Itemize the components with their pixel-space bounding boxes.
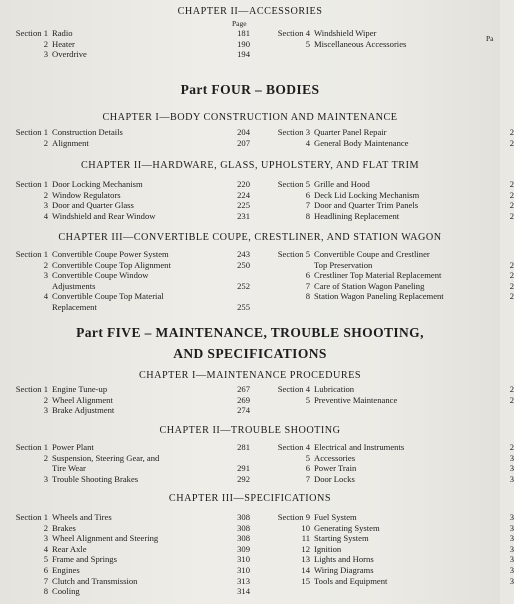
section-number: 2 — [43, 259, 48, 270]
entry-title: Construction Details — [52, 127, 123, 137]
entry-title: Tools and Equipment — [314, 575, 388, 586]
section-number: 4 — [43, 543, 48, 554]
entry-title: Frame and Springs — [52, 554, 117, 565]
entry-title: Convertible Coupe Window — [52, 270, 149, 281]
chapter-heading: CHAPTER I—BODY CONSTRUCTION AND MAINTENANCE — [102, 112, 398, 123]
entry-title: Radio — [52, 28, 73, 38]
page-number: 292 — [237, 473, 250, 484]
section-number: Section 1 — [15, 179, 48, 189]
section-number: 2 — [43, 38, 48, 49]
page-number: 3 — [509, 463, 514, 474]
page-number: 243 — [237, 249, 250, 259]
entry-title: Station Wagon Paneling Replacement — [314, 291, 444, 302]
page-number: 314 — [237, 586, 250, 597]
section-number: 3 — [43, 533, 48, 544]
entry-title: Wheel Alignment — [52, 394, 113, 405]
chapter-heading: CHAPTER II—TROUBLE SHOOTING — [159, 425, 341, 436]
toc-entry — [262, 512, 514, 523]
entry-title: Door Locking Mechanism — [52, 179, 143, 189]
toc-entry — [262, 270, 514, 281]
toc-entry — [262, 291, 514, 302]
toc-entry — [262, 249, 500, 260]
toc-entry — [0, 576, 255, 587]
toc-entry — [262, 564, 514, 576]
section-number: 6 — [305, 463, 310, 474]
toc-entry — [0, 291, 255, 302]
section-number: Section 1 — [15, 249, 48, 259]
toc-entry — [0, 138, 255, 149]
entry-title: Accessories — [314, 452, 356, 463]
entry-title: Generating System — [314, 522, 380, 533]
page-number: 252 — [237, 280, 250, 291]
entry-title: Headlining Replacement — [314, 210, 400, 221]
page-number: 2 — [509, 127, 514, 137]
page-number: 190 — [237, 38, 250, 49]
entry-title: General Body Maintenance — [314, 137, 409, 148]
entry-title: Door Locks — [314, 473, 355, 484]
entry-title: Top Preservation — [314, 259, 373, 270]
entry-title: Door and Quarter Glass — [52, 200, 134, 211]
entry-title: Quarter Panel Repair — [314, 127, 387, 137]
entry-title: Replacement — [52, 301, 97, 312]
page-number: 2 — [509, 200, 514, 211]
entry-title: Brakes — [52, 522, 76, 533]
toc-entry — [262, 463, 514, 474]
page-number: 3 — [509, 512, 514, 522]
page-number: 2 — [509, 259, 514, 270]
toc-entry — [0, 302, 255, 313]
page-number: 224 — [237, 189, 250, 200]
section-number: 4 — [305, 137, 310, 148]
toc-entry — [0, 512, 255, 523]
section-number: 3 — [43, 405, 48, 416]
section-number: Section 1 — [15, 442, 48, 452]
page-number: 274 — [237, 405, 250, 416]
toc-entry — [262, 473, 514, 485]
toc-entry — [262, 189, 514, 201]
toc-entry — [0, 544, 255, 555]
entry-title: Power Plant — [52, 442, 94, 452]
entry-title: Windshield Wiper — [314, 28, 377, 38]
page-number: 3 — [509, 554, 514, 565]
toc-entry — [0, 474, 255, 485]
page-number: 291 — [237, 463, 250, 474]
toc-entry — [0, 179, 255, 190]
chapter-heading: CHAPTER II—HARDWARE, GLASS, UPHOLSTERY, AND FLAT TRIM — [80, 160, 420, 171]
page-column-label-partial: Pa — [486, 34, 494, 43]
entry-title: Convertible Coupe Top Alignment — [52, 259, 171, 270]
toc-entry — [262, 575, 514, 587]
left-column — [0, 249, 255, 313]
page-number: 250 — [237, 259, 250, 270]
page-column-label: Page — [232, 19, 247, 28]
chapter-heading: CHAPTER III—CONVERTIBLE COUPE, CRESTLINER, AND STATION WAGON — [58, 232, 442, 243]
entry-title: Suspension, Steering Gear, and — [52, 452, 160, 463]
entry-title: Brake Adjustment — [52, 405, 115, 416]
entry-title: Convertible Coupe Power System — [52, 249, 169, 259]
toc-entry — [262, 522, 514, 534]
toc-entry — [262, 39, 500, 50]
page-number: 3 — [509, 473, 514, 484]
chapter-heading: CHAPTER II—ACCESSORIES — [177, 6, 323, 17]
toc-entry — [0, 554, 255, 565]
section-number: 10 — [301, 522, 310, 533]
page-number: 3 — [509, 452, 514, 463]
entry-title: Starting System — [314, 533, 369, 544]
section-number: Section 5 — [277, 179, 310, 189]
section-number: Section 1 — [15, 384, 48, 394]
page-number: 2 — [509, 280, 514, 291]
toc-entry — [262, 554, 514, 565]
left-column — [0, 512, 255, 597]
page-number: 2 — [509, 384, 514, 394]
section-number: 4 — [43, 210, 48, 221]
entry-title: Adjustments — [52, 280, 96, 291]
toc-entry — [262, 259, 514, 271]
toc-entry — [262, 533, 514, 544]
section-number: 15 — [301, 575, 310, 586]
section-number: 6 — [305, 270, 310, 281]
entry-title: Engines — [52, 564, 80, 575]
toc-entry — [262, 442, 514, 453]
entry-title: Ignition — [314, 543, 342, 554]
right-column — [262, 127, 514, 148]
left-column — [0, 28, 255, 60]
page-number: 2 — [509, 179, 514, 189]
section-number: 7 — [305, 473, 310, 484]
entry-title: Wheel Alignment and Steering — [52, 533, 159, 544]
toc-entry — [0, 28, 255, 39]
entry-title: Door and Quarter Trim Panels — [314, 200, 419, 211]
right-column — [262, 28, 500, 49]
toc-entry — [0, 463, 255, 474]
right-column — [262, 442, 514, 484]
entry-title: Tire Wear — [52, 463, 86, 474]
entry-title: Trouble Shooting Brakes — [52, 473, 139, 484]
entry-title: Power Train — [314, 463, 357, 474]
toc-entry — [262, 280, 514, 292]
section-number: 2 — [43, 189, 48, 200]
toc-entry — [0, 442, 255, 453]
entry-title: Fuel System — [314, 512, 357, 522]
page-number: 225 — [237, 200, 250, 211]
section-number: 4 — [43, 291, 48, 302]
entry-title: Heater — [52, 38, 75, 49]
toc-entry — [262, 28, 500, 39]
toc-entry — [262, 210, 514, 222]
page-number: 310 — [237, 564, 250, 575]
section-number: Section 4 — [277, 28, 310, 38]
page-number: 313 — [237, 575, 250, 586]
toc-entry — [0, 39, 255, 50]
toc-entry — [262, 127, 514, 138]
page-number: 2 — [509, 137, 514, 148]
entry-title: Miscellaneous Accessories — [314, 38, 407, 49]
section-number: 13 — [301, 554, 310, 565]
section-number: 3 — [43, 473, 48, 484]
entry-title: Overdrive — [52, 49, 87, 60]
toc-entry — [262, 179, 514, 190]
page-number: 207 — [237, 137, 250, 148]
section-number: Section 4 — [277, 442, 310, 452]
toc-entry — [0, 200, 255, 211]
page-number: 231 — [237, 210, 250, 221]
toc-entry — [0, 395, 255, 406]
toc-entry — [262, 543, 514, 555]
section-number: 2 — [43, 522, 48, 533]
section-number: 12 — [301, 543, 310, 554]
section-number: 8 — [305, 210, 310, 221]
section-number: 2 — [43, 394, 48, 405]
left-column — [0, 384, 255, 416]
section-number: 7 — [305, 200, 310, 211]
toc-entry — [0, 190, 255, 201]
section-number: 5 — [305, 38, 310, 49]
toc-entry — [0, 533, 255, 544]
section-number: 2 — [43, 137, 48, 148]
entry-title: Preventive Maintenance — [314, 394, 398, 405]
page-number: 281 — [237, 442, 250, 452]
page-number: 194 — [237, 49, 250, 60]
entry-title: Rear Axle — [52, 543, 87, 554]
section-number: Section 5 — [277, 249, 310, 259]
entry-title: Care of Station Wagon Paneling — [314, 280, 425, 291]
page-number: 2 — [509, 394, 514, 405]
toc-entry — [0, 270, 255, 281]
toc-entry — [262, 394, 514, 406]
section-number: 5 — [305, 394, 310, 405]
left-column — [0, 442, 255, 484]
section-number: 6 — [43, 564, 48, 575]
right-column — [262, 512, 514, 586]
section-number: 2 — [43, 452, 48, 463]
chapter-heading: CHAPTER III—SPECIFICATIONS — [168, 493, 332, 504]
page-number: 3 — [509, 543, 514, 554]
part-title-continued: AND SPECIFICATIONS — [173, 346, 327, 361]
page-number: 220 — [237, 179, 250, 189]
section-number: 5 — [305, 452, 310, 463]
toc-entry — [0, 127, 255, 138]
toc-entry — [0, 260, 255, 271]
toc-entry — [0, 586, 255, 597]
page-number: 308 — [237, 512, 250, 522]
page-number: 3 — [509, 533, 514, 544]
section-number: Section 4 — [277, 384, 310, 394]
toc-entry — [0, 565, 255, 576]
entry-title: Window Regulators — [52, 189, 121, 200]
section-number: 8 — [305, 291, 310, 302]
right-column — [262, 179, 514, 221]
entry-title: Grille and Hood — [314, 179, 370, 189]
page-number: 2 — [509, 210, 514, 221]
page-number: 2 — [509, 442, 514, 452]
entry-title: Lubrication — [314, 384, 355, 394]
section-number: 3 — [43, 200, 48, 211]
toc-entry — [0, 249, 255, 260]
entry-title: Alignment — [52, 137, 89, 148]
page-number: 3 — [509, 564, 514, 575]
page-number: 310 — [237, 554, 250, 565]
page-number: 181 — [237, 28, 250, 38]
section-number: Section 3 — [277, 127, 310, 137]
section-number: 7 — [305, 280, 310, 291]
page-number: 308 — [237, 522, 250, 533]
section-number: Section 1 — [15, 512, 48, 522]
section-number: 3 — [43, 270, 48, 281]
toc-entry — [262, 384, 514, 395]
toc-entry — [0, 281, 255, 292]
toc-entry — [0, 211, 255, 222]
right-column — [262, 249, 514, 302]
toc-entry — [0, 523, 255, 534]
entry-title: Convertible Coupe Top Material — [52, 291, 164, 302]
section-number: 3 — [43, 49, 48, 60]
section-number: Section 1 — [15, 28, 48, 38]
entry-title: Cooling — [52, 586, 80, 597]
entry-title: Lights and Horns — [314, 554, 374, 565]
section-number: 6 — [305, 189, 310, 200]
part-title: Part FOUR – BODIES — [180, 82, 320, 97]
page-number: 3 — [509, 522, 514, 533]
page-number: 308 — [237, 533, 250, 544]
entry-title: Electrical and Instruments — [314, 442, 405, 452]
entry-title: Wiring Diagrams — [314, 564, 374, 575]
section-number: 14 — [301, 564, 310, 575]
chapter-heading: CHAPTER I—MAINTENANCE PROCEDURES — [138, 370, 362, 381]
left-column — [0, 127, 255, 148]
section-number: Section 9 — [277, 512, 310, 522]
page-number: 309 — [237, 543, 250, 554]
toc-entry — [0, 49, 255, 60]
toc-entry — [0, 384, 255, 395]
toc-entry — [0, 453, 255, 464]
page-number: 269 — [237, 394, 250, 405]
entry-title: Engine Tune-up — [52, 384, 108, 394]
page-number: 267 — [237, 384, 250, 394]
toc-entry — [262, 200, 514, 211]
entry-title: Clutch and Transmission — [52, 575, 138, 586]
page-number: 255 — [237, 301, 250, 312]
toc-entry — [0, 405, 255, 416]
page-number: 204 — [237, 127, 250, 137]
part-title: Part FIVE – MAINTENANCE, TROUBLE SHOOTING, — [76, 325, 424, 340]
entry-title: Deck Lid Locking Mechanism — [314, 189, 420, 200]
section-number: Section 1 — [15, 127, 48, 137]
page-number: 2 — [509, 270, 514, 281]
section-number: 5 — [43, 554, 48, 565]
entry-title: Windshield and Rear Window — [52, 210, 156, 221]
entry-title: Wheels and Tires — [52, 512, 112, 522]
left-column — [0, 179, 255, 221]
section-number: 8 — [43, 586, 48, 597]
page-number: 3 — [509, 575, 514, 586]
toc-entry — [262, 452, 514, 464]
entry-title: Convertible Coupe and Crestliner — [314, 249, 430, 259]
section-number: 11 — [301, 533, 310, 544]
page-number: 2 — [509, 189, 514, 200]
toc-entry — [262, 137, 514, 149]
section-number: 7 — [43, 575, 48, 586]
page-number: 2 — [509, 291, 514, 302]
right-column — [262, 384, 514, 405]
entry-title: Crestliner Top Material Replacement — [314, 270, 442, 281]
